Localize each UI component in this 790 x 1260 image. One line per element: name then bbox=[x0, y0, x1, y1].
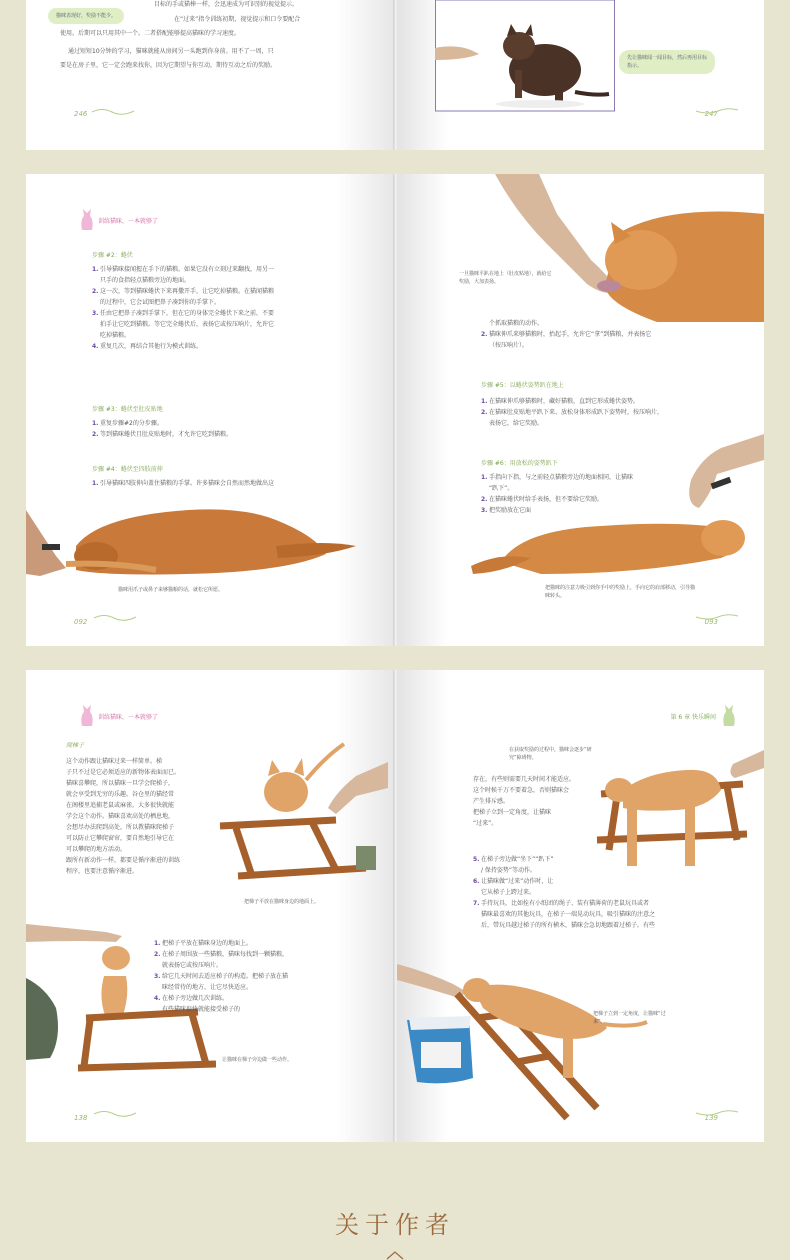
list-item bbox=[481, 396, 663, 407]
list-text: 引导猫咪接闻握在手下的猫粮。如果它没有立刻过来翻找，用另一 bbox=[100, 266, 275, 273]
step-title: 步骤 #3：蜷伏至肚皮贴地 bbox=[92, 406, 163, 413]
swirl-ornament bbox=[92, 1108, 138, 1118]
list-number: 3. bbox=[92, 310, 99, 317]
list-text: 手指向下指，与之前轻点猫粮旁边的地面相同，让猫咪 bbox=[489, 474, 634, 481]
list-number: 7. bbox=[473, 900, 480, 907]
photo-caption: 让猫咪在梯子旁边做一些动作。 bbox=[222, 1057, 293, 1063]
text-line: 这个时候千万不要着急，否则猫咪会 bbox=[473, 787, 570, 794]
list-text: 重复步骤#2的分步骤。 bbox=[100, 420, 163, 427]
chapter-header: 第 6 章 快乐瞬间 bbox=[670, 714, 716, 721]
photo-caption: 猫咪用爪子或鼻子来够猫粮的话，就松它所愿。 bbox=[118, 587, 224, 593]
list-text: （按压响片）。 bbox=[489, 342, 529, 349]
list-item bbox=[92, 308, 274, 319]
list-item bbox=[473, 865, 655, 876]
page-number: 093 bbox=[704, 618, 718, 626]
list-number: 4. bbox=[154, 995, 161, 1002]
step2-list bbox=[92, 264, 274, 352]
page-left-092 bbox=[26, 174, 395, 646]
list-text: 拍手让它吃到猫粮。等它完全蜷伏后，表扬它或按压响片，允许它 bbox=[100, 321, 275, 328]
page-number: 138 bbox=[74, 1114, 88, 1122]
lying-cat-photo bbox=[26, 490, 366, 586]
list-item bbox=[92, 330, 274, 341]
list-text: 给它几天时间去适应梯子的构造。把梯子放在猫 bbox=[162, 973, 289, 980]
list-text: 吃掉猫粮。 bbox=[100, 332, 131, 339]
list-number: 6. bbox=[473, 878, 480, 885]
book-spread-3 bbox=[26, 670, 764, 1142]
book-spread-2 bbox=[26, 174, 764, 646]
text-line: 这个动作跟让猫咪过来一样简单。梯 bbox=[66, 758, 163, 765]
list-number: 4. bbox=[92, 343, 99, 350]
cat-silhouette-icon bbox=[78, 702, 96, 726]
list-text: 有些猫咪很快就能接受梯子的 bbox=[162, 1006, 241, 1013]
section-heading-about-author: 关于作者 bbox=[335, 1211, 455, 1239]
list-item bbox=[154, 971, 288, 982]
page-number: 246 bbox=[74, 110, 88, 118]
list-item bbox=[154, 1004, 288, 1015]
list-item bbox=[481, 340, 651, 351]
text-line: 学会这个动作。猫咪喜欢高处的栖息地， bbox=[66, 813, 175, 820]
list-number: 5. bbox=[473, 856, 480, 863]
page-number: 092 bbox=[74, 618, 88, 626]
list-item bbox=[154, 949, 288, 960]
list-number: 2. bbox=[481, 409, 488, 416]
list-item bbox=[92, 297, 274, 308]
list-item bbox=[481, 329, 651, 340]
list-number: 2. bbox=[481, 496, 488, 503]
cat-target-photo bbox=[435, 0, 615, 112]
down-arrow-icon bbox=[385, 1250, 405, 1260]
list-text: 重复几次，再结合其他行为模式训练。 bbox=[100, 343, 203, 350]
list-text: 的过程中，它会试图把鼻子凑到你的手掌下。 bbox=[100, 299, 221, 306]
step-title: 步骤 #6：用放松的姿势趴下 bbox=[481, 460, 558, 467]
page-left-138 bbox=[26, 670, 395, 1142]
cat-silhouette-icon bbox=[720, 702, 738, 726]
tip-badge: 先让猫咪闻一闻目标，然后再用目标指示。 bbox=[619, 50, 715, 74]
text-line: 目标的手或猫棒一样，会迅速成为可识别的视觉提示。 bbox=[154, 1, 299, 8]
page-number: 247 bbox=[704, 110, 718, 118]
list-text: 在梯子旁边做几次训练。 bbox=[162, 995, 229, 1002]
relaxed-cat-photo bbox=[461, 434, 764, 584]
page-right-247 bbox=[397, 0, 764, 150]
cat-silhouette-icon bbox=[78, 206, 96, 230]
list-item bbox=[92, 478, 274, 489]
photo-caption: 把梯子立到一定角度，让猫咪“过来”。 bbox=[593, 1011, 666, 1025]
list-text: 它从梯子上跨过来。 bbox=[481, 889, 536, 896]
list-item bbox=[92, 429, 232, 440]
text-line: 跟所有新动作一样，都要是循序渐进的训练 bbox=[66, 857, 181, 864]
list-item bbox=[473, 854, 655, 865]
running-header: 训练猫咪，一本就够了 bbox=[98, 218, 159, 225]
text-line: 猫咪喜攀爬，所以猫咪一旦学会爬梯子， bbox=[66, 780, 175, 787]
step4-list bbox=[92, 478, 274, 489]
page-right-093 bbox=[397, 174, 764, 646]
swirl-ornament bbox=[92, 612, 138, 622]
step-title: 步骤 #2：蜷伏 bbox=[92, 252, 133, 259]
tip-badge: 猫咪表现好，奖励不能少。 bbox=[48, 8, 124, 24]
list-text: 把奖励放在它面 bbox=[489, 507, 532, 514]
list-item bbox=[92, 341, 274, 352]
list-text: 猫咪最喜欢的其他玩具，在梯子一端晃动玩具，吸引猫咪的注意之 bbox=[481, 911, 656, 918]
section-title: 爬梯子 bbox=[66, 742, 85, 749]
step-title: 步骤 #4：蜷伏至四肢前伸 bbox=[92, 466, 163, 473]
list-number: 1. bbox=[92, 420, 99, 427]
list-number: 1. bbox=[481, 474, 488, 481]
list-number: 3. bbox=[154, 973, 161, 980]
book-spread-1 bbox=[26, 0, 764, 150]
list-item bbox=[473, 887, 655, 898]
text-line: 使用。后期可以只用其中一个。二者搭配能够提高猫咪的学习速度。 bbox=[60, 30, 241, 37]
list-item bbox=[473, 920, 655, 931]
list-number: 3. bbox=[481, 507, 488, 514]
list-text: 在梯子旁边做“坐下”“趴下” bbox=[481, 856, 554, 863]
list-text: / 保持姿势”等动作。 bbox=[481, 867, 537, 874]
list-text: 在猫咪蜷伏时给手表扬，但不要给它奖励。 bbox=[489, 496, 604, 503]
photo-caption: 把梯子平放在猫咪身边的地面上。 bbox=[244, 899, 320, 905]
cat-on-ladder-photo bbox=[216, 736, 388, 902]
cat-eating-photo bbox=[487, 174, 764, 322]
list-text: 等到猫咪蜷伏且肚皮贴地时，才允许它吃到猫粮。 bbox=[100, 431, 233, 438]
swirl-ornament bbox=[90, 106, 136, 116]
text-line: 就会享受到无穷的乐趣。谷仓里的猫经常 bbox=[66, 791, 175, 798]
text-line: 产生排斥感。 bbox=[473, 798, 510, 805]
list-number: 2. bbox=[154, 951, 161, 958]
text-line: 要是在房子里，它一定会跑来找你，因为它期望与你互动，期待互动之后的奖励。 bbox=[60, 62, 277, 69]
swirl-ornament bbox=[694, 106, 740, 116]
list-text: 在梯子周围放一些猫粮，猫咪每找到一颗猫粮， bbox=[162, 951, 289, 958]
list-text: 手持玩具，比如拴有小纸团的绳子、装有猫薄荷的老鼠玩具或者 bbox=[481, 900, 650, 907]
list-text: 把梯子平放在猫咪身边的地面上。 bbox=[162, 940, 253, 947]
text-line: 在阁楼里追捕老鼠或麻雀。大多很快就能 bbox=[66, 802, 175, 809]
text-line: 存在，有些则需要几天时间才能适应。 bbox=[473, 776, 576, 783]
list-text: 只手的食指轻点猫粮旁边的地面。 bbox=[100, 277, 191, 284]
list-item bbox=[481, 318, 651, 329]
swirl-ornament bbox=[694, 612, 740, 622]
list-number: 1. bbox=[92, 480, 99, 487]
text-line: 可以攀爬的地方活动。 bbox=[66, 846, 127, 853]
text-line: 会想尽办法爬到高处，所以教猫咪爬梯子 bbox=[66, 824, 175, 831]
list-number: 2. bbox=[92, 431, 99, 438]
swirl-ornament bbox=[694, 1108, 740, 1118]
list-item bbox=[154, 938, 288, 949]
list-text: 咪经常待的地方，让它尽快适应。 bbox=[162, 984, 253, 991]
list-item bbox=[473, 876, 655, 887]
page-number: 139 bbox=[704, 1114, 718, 1122]
steps-list bbox=[473, 854, 655, 931]
intro-paragraph bbox=[66, 756, 180, 877]
text-line: 把梯子立到一定角度，让猫咪 bbox=[473, 809, 552, 816]
step5-list bbox=[481, 396, 663, 429]
text-line: 通过短短10分钟的学习，猫咪就能从房间另一头跑到你身前。用不了一周，只 bbox=[68, 48, 274, 55]
cat-on-tilted-ladder-photo bbox=[397, 958, 657, 1134]
list-number: 1. bbox=[154, 940, 161, 947]
list-text: 猫咪伸爪来够猫粮时，抬起手，允许它“拿”到猫粮，并表扬它 bbox=[489, 331, 652, 338]
list-item bbox=[481, 407, 663, 418]
list-item bbox=[154, 982, 288, 993]
list-item bbox=[92, 264, 274, 275]
step-title: 步骤 #5：以蜷伏姿势趴在地上 bbox=[481, 382, 564, 389]
list-text: “趴下”。 bbox=[489, 485, 514, 492]
text-line: 程序，也要注意循序渐进。 bbox=[66, 868, 139, 875]
list-item bbox=[92, 286, 274, 297]
list-number: 1. bbox=[481, 398, 488, 405]
step3-list bbox=[92, 418, 232, 440]
photo-caption: 一旦猫咪平趴在地上（肚皮贴地），就给它奖励，大加表扬。 bbox=[459, 271, 552, 285]
list-item bbox=[154, 960, 288, 971]
list-item bbox=[481, 418, 663, 429]
list-item bbox=[154, 993, 288, 1004]
text-line: 可以防止它攀爬窗帘，要自然地引导它在 bbox=[66, 835, 175, 842]
photo-caption: 把猫咪的注意力吸引到你手中的奖励上，手向它的肩部移动，引导猫咪转头。 bbox=[545, 585, 696, 599]
list-item bbox=[473, 898, 655, 909]
text-line: “过来”。 bbox=[473, 820, 498, 827]
list-text: 后，带玩具越过梯子的所有横木，猫咪会急切地跟着过梯子。有些 bbox=[481, 922, 656, 929]
list-text: 个抓取猫粮的动作。 bbox=[489, 320, 544, 327]
list-number: 2. bbox=[92, 288, 99, 295]
list-text: 就表扬它或按压响片。 bbox=[162, 962, 223, 969]
list-item bbox=[92, 418, 232, 429]
running-header: 训练猫咪，一本就够了 bbox=[98, 714, 159, 721]
list-item bbox=[92, 275, 274, 286]
continued-paragraph bbox=[473, 774, 575, 829]
list-text: 在猫咪肚皮贴地平趴下来、放松身体形成趴下姿势时，按压响片， bbox=[489, 409, 664, 416]
list-number: 2. bbox=[481, 331, 488, 338]
list-item bbox=[92, 319, 274, 330]
list-text: 表扬它，给它奖励。 bbox=[489, 420, 544, 427]
photo-caption: 在获取奖励的过程中，猫咪会逐步“研究”障碍物。 bbox=[509, 747, 592, 761]
list-number: 1. bbox=[92, 266, 99, 273]
list-text: 这一次，等到猫咪蜷伏下来再撒开手，让它吃掉猫粮。在猫闻猫粮 bbox=[100, 288, 275, 295]
list-text: 在猫咪伸爪够猫粮时，藏好猫粮，直到它形成蜷伏姿势。 bbox=[489, 398, 640, 405]
text-line: 在“过来”指令训练初期，视觉提示和口令要配合 bbox=[174, 16, 301, 23]
steps-list bbox=[154, 938, 288, 1015]
list-item bbox=[473, 909, 655, 920]
list-text: 任由它把鼻子凑到手掌下，但在它的身体完全蜷伏下来之前，不要 bbox=[100, 310, 275, 317]
continued-list bbox=[481, 318, 651, 351]
text-line: 子只不过是它必须适应的新物体表面而已。 bbox=[66, 769, 181, 776]
page-right-139 bbox=[397, 670, 764, 1142]
list-text: 让猫咪做“过来”动作时，让 bbox=[481, 878, 554, 885]
list-text: 引导猫咪四肢伸向盖住猫粮的手掌。许多猫咪会自然而然地做出这 bbox=[100, 480, 275, 487]
page-left-246 bbox=[26, 0, 395, 150]
